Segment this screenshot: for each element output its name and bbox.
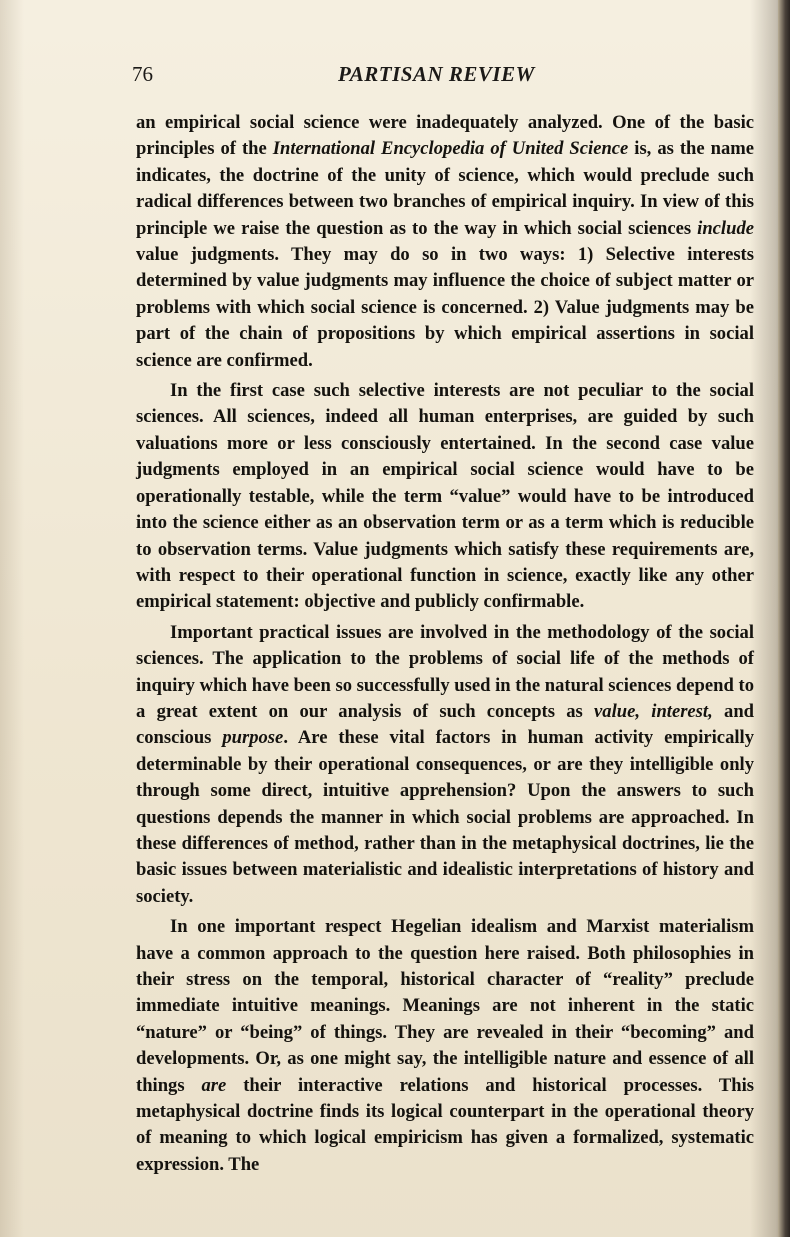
page-number: 76 (132, 62, 153, 86)
text-segment: . Are these vital factors in human activity empirically determinable by their operational consequences, or are they intelligible only through some direct, intuitive apprehension? Upon the answers to such questions depends the manner in which social problems are approached. In these differences of method, rather than in the metaphysical doctrines, lie the basic issues between materialistic and idealistic interpretations of history and society. (136, 727, 754, 907)
paragraph (136, 110, 754, 374)
italic-text-segment: are (201, 1074, 227, 1096)
paragraph (136, 620, 754, 910)
text-segment: In the first case such selective interests are not peculiar to the social sciences. All sciences, indeed all human enterprises, are guided by such valuations more or less consciously entertained. In the second case value judgments employed in an empirical social science would have to be operationally testable, while the term “value” would have to be introduced into the science either as an observation term or as a term which is reducible to observation terms. Value judgments which satisfy these requirements are, with respect to their operational function in science, exactly like any other empirical statement: objective and publicly confirmable. (136, 380, 754, 613)
text-segment: their interactive relations and historical processes. This metaphysical doctrine finds its logical counterpart in the operational theory of meaning to which logical empiricism has given a formalized, systematic expression. The (136, 1074, 754, 1175)
page-header (130, 62, 750, 92)
paragraph (136, 378, 754, 616)
italic-text-segment: International Encyclopedia of United Science (272, 138, 629, 160)
text-segment: In one important respect Hegelian idealism and Marxist materialism have a common approach to the question here raised. Both philosophies in their stress on the temporal, historical character of “reality” preclude immediate intuitive meanings. Meanings are not inherent in the static “nature” or “being” of things. They are revealed in their “becoming” and developments. Or, as one might say, the intelligible nature and essence of all things (136, 916, 754, 1096)
italic-text-segment: value, interest, (594, 700, 713, 722)
text-segment: and conscious (136, 700, 754, 749)
italic-text-segment: purpose (222, 727, 284, 749)
text-segment: Important practical issues are involved in the methodology of the social sciences. The application to the problems of social life of the methods of inquiry which have been so successfully used in the natural sciences depend to a great extent on our analysis of such concepts as (136, 621, 754, 722)
book-spine-shadow (778, 0, 790, 1237)
running-head: PARTISAN REVIEW (338, 62, 535, 86)
text-segment: value judgments. They may do so in two ways: 1) Selective interests determined by value judgments may influence the choice of subject matter or problems with which social science is concerned. 2) Value judgments may be part of the chain of propositions by which empirical assertions in social science are confirmed. (136, 244, 754, 371)
paragraph (136, 914, 754, 1178)
italic-text-segment: include (697, 217, 754, 239)
body-text (136, 110, 754, 1178)
text-segment: an empirical social science were inadequately analyzed. One of the basic principles of the (136, 112, 754, 160)
text-segment: is, as the name indicates, the doctrine of the unity of science, which would preclude such radical differences between two branches of empirical inquiry. In view of this principle we raise the question as to the way in which social sciences (136, 138, 754, 239)
